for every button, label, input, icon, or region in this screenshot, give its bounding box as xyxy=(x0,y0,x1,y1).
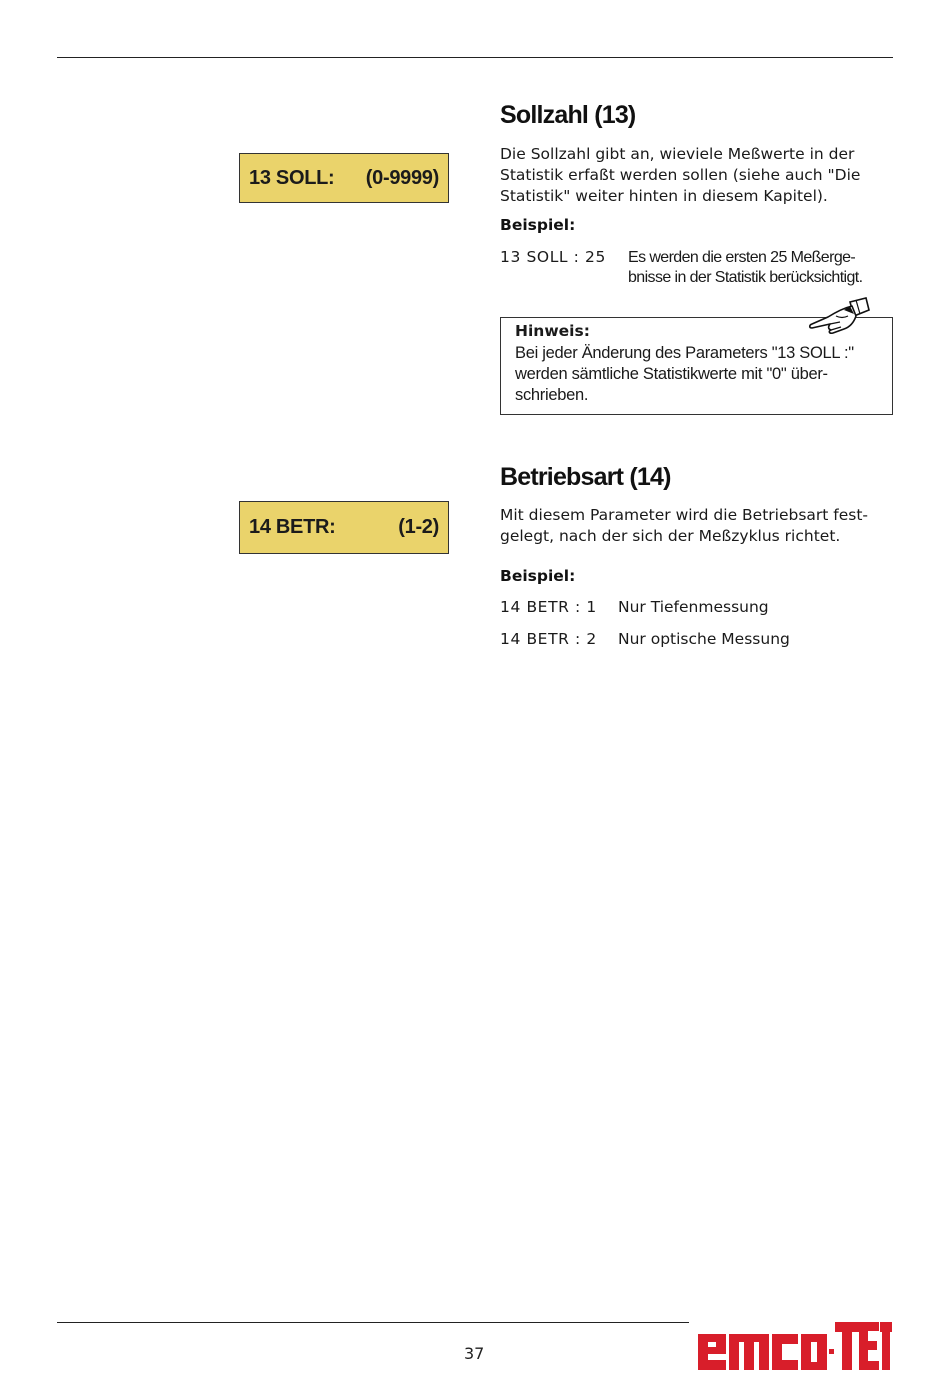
pointing-hand-icon xyxy=(806,296,870,336)
hinweis-body-line: werden sämtliche Statistikwerte mit "0" über- xyxy=(515,365,828,383)
sollzahl-description-line: Statistik" weiter hinten in diesem Kapitel). xyxy=(500,187,828,205)
hinweis-body xyxy=(515,343,885,406)
hinweis-body-line: schrieben. xyxy=(515,386,589,404)
sollzahl-example-code: 13 SOLL : 25 xyxy=(500,248,606,266)
sollzahl-heading: Sollzahl (13) xyxy=(500,101,636,129)
soll-display-label: 13 SOLL: xyxy=(249,166,335,189)
hinweis-body-line: Bei jeder Änderung des Parameters "13 SOLL :" xyxy=(515,344,854,362)
betriebsart-example-heading: Beispiel: xyxy=(500,567,576,585)
betriebsart-description-line: Mit diesem Parameter wird die Betriebsart fest- xyxy=(500,506,869,524)
sollzahl-description-line: Statistik erfaßt werden sollen (siehe auch "Die xyxy=(500,166,861,184)
betr-display-range: (1-2) xyxy=(398,516,439,538)
emco-test-logo xyxy=(694,1320,892,1374)
page-number: 37 xyxy=(464,1344,485,1363)
sollzahl-example-heading: Beispiel: xyxy=(500,216,576,234)
betriebsart-example-code: 14 BETR : 2 xyxy=(500,630,597,648)
footer-rule xyxy=(57,1322,689,1323)
sollzahl-description xyxy=(500,144,895,207)
betr-display-box xyxy=(239,501,449,554)
sollzahl-description-line: Die Sollzahl gibt an, wieviele Meßwerte in der xyxy=(500,145,855,163)
betriebsart-description-line: gelegt, nach der sich der Meßzyklus richtet. xyxy=(500,527,841,545)
sollzahl-example-text xyxy=(628,248,863,288)
header-rule xyxy=(57,57,893,58)
hinweis-title: Hinweis: xyxy=(515,322,590,340)
soll-display-range: (0-9999) xyxy=(365,166,439,189)
betr-display-label: 14 BETR: xyxy=(249,516,336,538)
sollzahl-example-text-line: Es werden die ersten 25 Meßerge- xyxy=(628,249,856,266)
betriebsart-example-text: Nur Tiefenmessung xyxy=(618,598,769,616)
soll-display-box xyxy=(239,153,449,203)
sollzahl-example-text-line: bnisse in der Statistik berücksichtigt. xyxy=(628,269,863,286)
betriebsart-heading: Betriebsart (14) xyxy=(500,463,671,491)
betriebsart-example-text: Nur optische Messung xyxy=(618,630,790,648)
betriebsart-description xyxy=(500,505,895,547)
betriebsart-example-code: 14 BETR : 1 xyxy=(500,598,597,616)
